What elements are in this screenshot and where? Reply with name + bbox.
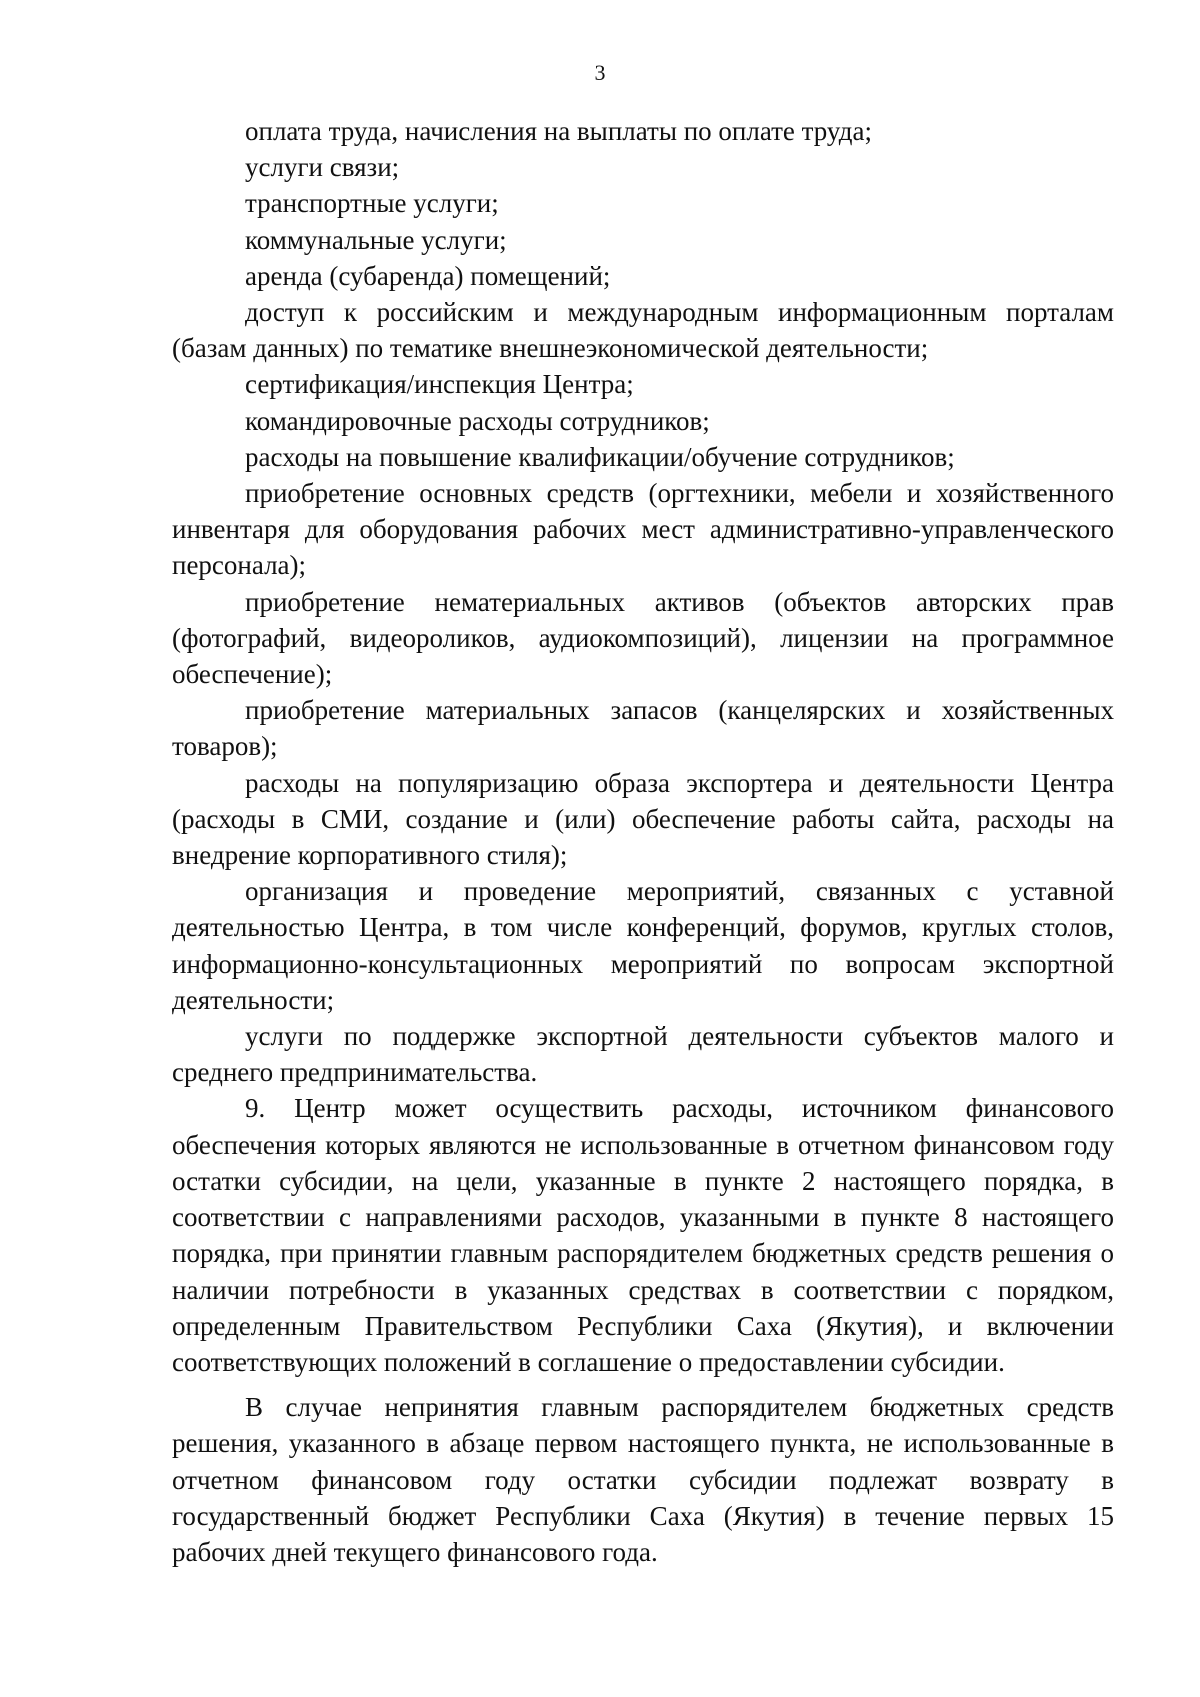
expense-item-transport: транспортные услуги; (245, 188, 499, 219)
clause-9-second-paragraph: В случае непринятия главным распорядителем бюджетных средств решения, указанного в абзаце первом настоящего пункта, не использованные в отчетном финансовом году остатки субсидии подлежат возврату в государственный бюджет Республики Саха (Якутия) в течение первых 15 рабочих дней текущего финансового года. (172, 1392, 1114, 1567)
page-number: 3 (594, 60, 606, 85)
expense-item-training: расходы на повышение квалификации/обучение сотрудников; (245, 441, 955, 472)
expense-item-rent: аренда (субаренда) помещений; (245, 260, 611, 291)
expense-item-payroll: оплата труда, начисления на выплаты по оплате труда; (245, 116, 872, 146)
expense-item-travel: командировочные расходы сотрудников; (245, 405, 710, 436)
expense-item-supplies: приобретение материальных запасов (канцелярских и хозяйственных товаров); (172, 695, 1114, 762)
expense-item-intangible-assets: приобретение нематериальных активов (объектов авторских прав (фотографий, видеороликов, аудиокомпозиций), лицензии на программное обеспечение); (172, 586, 1114, 690)
expense-item-utilities: коммунальные услуги; (245, 224, 507, 255)
clause-9: 9. Центр может осуществить расходы, источником финансового обеспечения которых являются не использованные в отчетном финансовом году остатки субсидии, на цели, указанные в пункте 2 настоящего порядка, в соответствии с направлениями расходов, указанными в пункте 8 настоящего порядка, при принятии главным распорядителем бюджетных средств решения о наличии потребности в указанных средствах в соответствии с порядком, определенным Правительством Республики Саха (Якутия), и включении соответствующих положений в соглашение о предоставлении субсидии. (172, 1093, 1114, 1377)
expense-item-promotion: расходы на популяризацию образа экспортера и деятельности Центра (расходы в СМИ, создание и (или) обеспечение работы сайта, расходы на внедрение корпоративного стиля); (172, 767, 1114, 871)
expense-item-fixed-assets: приобретение основных средств (оргтехники, мебели и хозяйственного инвентаря для оборудования рабочих мест административно-управленческого персонала); (172, 478, 1114, 581)
expense-item-database-access: доступ к российским и международным информационным порталам (базам данных) по тематике внешнеэкономической деятельности; (172, 297, 1114, 364)
document-body (172, 113, 1114, 1570)
expense-item-export-support: услуги по поддержке экспортной деятельности субъектов малого и среднего предпринимательства. (172, 1021, 1114, 1088)
expense-item-certification: сертификация/инспекция Центра; (245, 369, 634, 400)
expense-item-communication: услуги связи; (245, 152, 400, 183)
expense-item-events: организация и проведение мероприятий, связанных с уставной деятельностью Центра, в том числе конференций, форумов, круглых столов, информационно-консультационных мероприятий по вопросам экспортной деятельности; (172, 876, 1114, 1015)
